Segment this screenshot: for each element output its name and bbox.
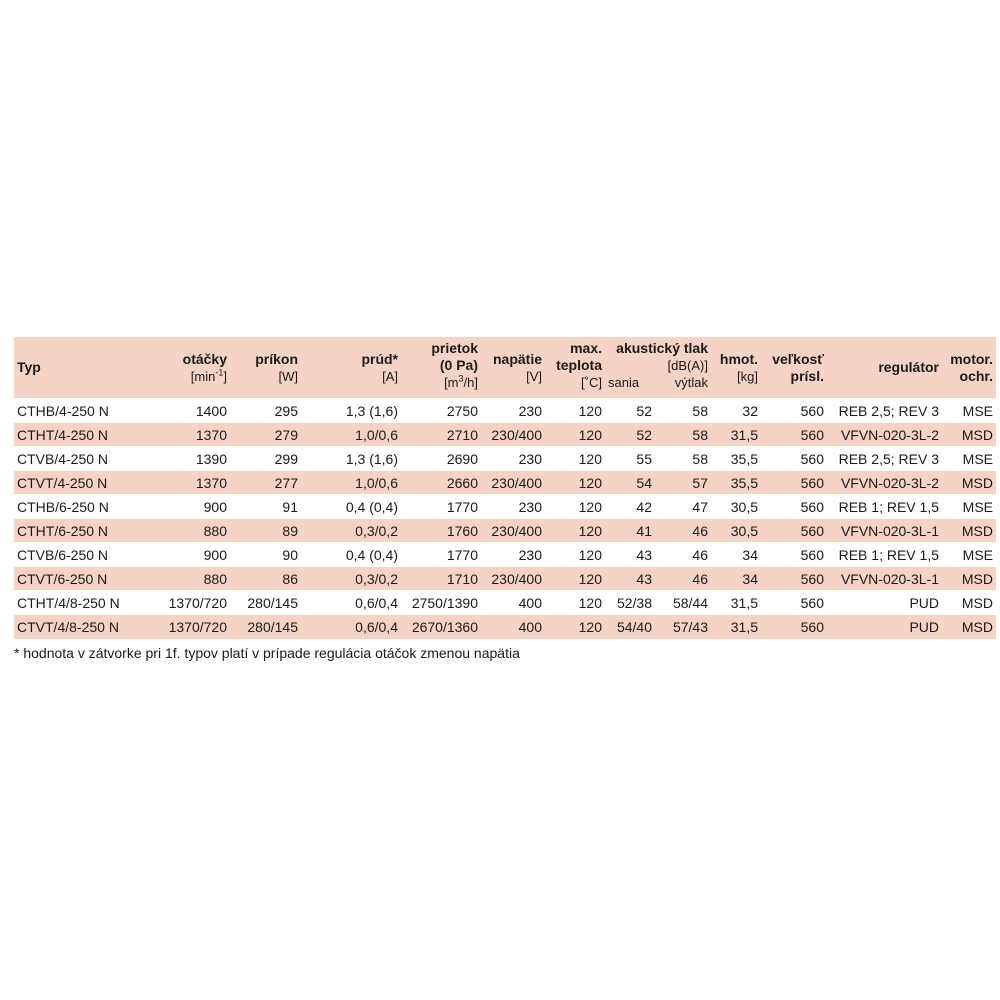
header-teplota: max. teplota [˚C]: [545, 337, 605, 399]
cell-prud: 0,6/0,4: [301, 615, 401, 639]
cell-prietok: 2710: [401, 423, 481, 447]
cell-prud: 1,0/0,6: [301, 471, 401, 495]
cell-sania: 52: [605, 423, 655, 447]
cell-typ: CTHT/4-250 N: [14, 423, 144, 447]
cell-prietok: 2690: [401, 447, 481, 471]
cell-prud: 1,3 (1,6): [301, 399, 401, 423]
spec-table-container: [14, 337, 993, 661]
cell-hmot: 34: [711, 567, 761, 591]
table-row: [14, 399, 996, 423]
cell-regulator: PUD: [827, 591, 942, 615]
cell-teplota: 120: [545, 423, 605, 447]
cell-typ: CTHT/4/8-250 N: [14, 591, 144, 615]
cell-sania: 43: [605, 543, 655, 567]
cell-teplota: 120: [545, 399, 605, 423]
cell-teplota: 120: [545, 543, 605, 567]
cell-prud: 0,4 (0,4): [301, 495, 401, 519]
cell-motor: MSD: [942, 471, 996, 495]
cell-sania: 52/38: [605, 591, 655, 615]
cell-hmot: 31,5: [711, 423, 761, 447]
header-prikon: príkon [W]: [230, 337, 301, 399]
header-akusticky-tlak: akustický tlak [dB(A)] sania výtlak: [605, 337, 711, 399]
cell-prietok: 1710: [401, 567, 481, 591]
cell-typ: CTVB/6-250 N: [14, 543, 144, 567]
table-body: [14, 399, 996, 639]
cell-velkost: 560: [761, 423, 827, 447]
cell-typ: CTHB/6-250 N: [14, 495, 144, 519]
cell-napatie: 230/400: [481, 567, 545, 591]
cell-velkost: 560: [761, 471, 827, 495]
cell-teplota: 120: [545, 519, 605, 543]
cell-otacky: 1370/720: [144, 591, 230, 615]
cell-otacky: 1370/720: [144, 615, 230, 639]
footnote: * hodnota v zátvorke pri 1f. typov platí v prípade regulácia otáčok zmenou napätia: [14, 644, 520, 661]
cell-vytlak: 58/44: [655, 591, 711, 615]
cell-otacky: 1370: [144, 423, 230, 447]
cell-prikon: 277: [230, 471, 301, 495]
cell-napatie: 230/400: [481, 423, 545, 447]
cell-napatie: 230/400: [481, 519, 545, 543]
cell-hmot: 35,5: [711, 447, 761, 471]
cell-vytlak: 57/43: [655, 615, 711, 639]
cell-regulator: VFVN-020-3L-2: [827, 423, 942, 447]
header-hmot: hmot. [kg]: [711, 337, 761, 399]
cell-velkost: 560: [761, 495, 827, 519]
cell-prietok: 1770: [401, 495, 481, 519]
cell-vytlak: 46: [655, 519, 711, 543]
cell-teplota: 120: [545, 567, 605, 591]
cell-napatie: 230: [481, 543, 545, 567]
cell-vytlak: 58: [655, 423, 711, 447]
cell-prud: 1,0/0,6: [301, 423, 401, 447]
cell-motor: MSE: [942, 399, 996, 423]
cell-prietok: 2750/1390: [401, 591, 481, 615]
cell-otacky: 900: [144, 543, 230, 567]
header-otacky: otáčky $[\min^{-1}]$: [144, 337, 230, 399]
cell-motor: MSD: [942, 423, 996, 447]
cell-napatie: 230/400: [481, 471, 545, 495]
cell-prikon: 280/145: [230, 615, 301, 639]
cell-typ: CTVT/6-250 N: [14, 567, 144, 591]
cell-prietok: 1770: [401, 543, 481, 567]
cell-hmot: 35,5: [711, 471, 761, 495]
cell-vytlak: 46: [655, 567, 711, 591]
cell-sania: 54: [605, 471, 655, 495]
cell-velkost: 560: [761, 543, 827, 567]
cell-prikon: 90: [230, 543, 301, 567]
cell-regulator: REB 1; REV 1,5: [827, 495, 942, 519]
cell-typ: CTVB/4-250 N: [14, 447, 144, 471]
header-row: [14, 337, 996, 399]
cell-motor: MSD: [942, 591, 996, 615]
cell-sania: 42: [605, 495, 655, 519]
header-typ: Typ: [14, 337, 144, 399]
table-row: [14, 567, 996, 591]
header-napatie: napätie [V]: [481, 337, 545, 399]
cell-prud: 0,3/0,2: [301, 567, 401, 591]
cell-otacky: 880: [144, 519, 230, 543]
cell-motor: MSD: [942, 567, 996, 591]
table-row: [14, 447, 996, 471]
cell-typ: CTHB/4-250 N: [14, 399, 144, 423]
table-row: [14, 471, 996, 495]
cell-prietok: 2660: [401, 471, 481, 495]
cell-velkost: 560: [761, 399, 827, 423]
cell-typ: CTHT/6-250 N: [14, 519, 144, 543]
cell-sania: 43: [605, 567, 655, 591]
cell-prikon: 89: [230, 519, 301, 543]
cell-sania: 52: [605, 399, 655, 423]
header-velkost: veľkosť prísl.: [761, 337, 827, 399]
cell-motor: MSE: [942, 447, 996, 471]
cell-prikon: 86: [230, 567, 301, 591]
cell-typ: CTVT/4-250 N: [14, 471, 144, 495]
cell-velkost: 560: [761, 447, 827, 471]
header-prud: prúd* [A]: [301, 337, 401, 399]
cell-otacky: 1400: [144, 399, 230, 423]
cell-napatie: 230: [481, 495, 545, 519]
cell-typ: CTVT/4/8-250 N: [14, 615, 144, 639]
cell-motor: MSD: [942, 519, 996, 543]
cell-prikon: 91: [230, 495, 301, 519]
cell-hmot: 30,5: [711, 495, 761, 519]
table-row: [14, 591, 996, 615]
cell-prikon: 279: [230, 423, 301, 447]
cell-hmot: 30,5: [711, 519, 761, 543]
cell-prud: 0,4 (0,4): [301, 543, 401, 567]
cell-otacky: 1370: [144, 471, 230, 495]
cell-teplota: 120: [545, 591, 605, 615]
cell-vytlak: 58: [655, 399, 711, 423]
cell-otacky: 900: [144, 495, 230, 519]
cell-sania: 54/40: [605, 615, 655, 639]
table-row: [14, 543, 996, 567]
header-regulator: regulátor: [827, 337, 942, 399]
cell-prud: 0,6/0,4: [301, 591, 401, 615]
cell-otacky: 880: [144, 567, 230, 591]
cell-prud: 1,3 (1,6): [301, 447, 401, 471]
cell-hmot: 32: [711, 399, 761, 423]
cell-prikon: 299: [230, 447, 301, 471]
table-row: [14, 423, 996, 447]
table-row: [14, 519, 996, 543]
cell-vytlak: 46: [655, 543, 711, 567]
cell-napatie: 230: [481, 447, 545, 471]
cell-prietok: 2750: [401, 399, 481, 423]
cell-sania: 55: [605, 447, 655, 471]
cell-motor: MSD: [942, 615, 996, 639]
cell-napatie: 400: [481, 615, 545, 639]
cell-hmot: 31,5: [711, 615, 761, 639]
cell-motor: MSE: [942, 495, 996, 519]
cell-napatie: 400: [481, 591, 545, 615]
cell-regulator: VFVN-020-3L-1: [827, 567, 942, 591]
cell-prud: 0,3/0,2: [301, 519, 401, 543]
header-vytlak: výtlak: [674, 375, 708, 390]
header-sania: sania: [608, 375, 640, 390]
cell-velkost: 560: [761, 615, 827, 639]
cell-regulator: VFVN-020-3L-2: [827, 471, 942, 495]
cell-velkost: 560: [761, 567, 827, 591]
cell-vytlak: 47: [655, 495, 711, 519]
cell-velkost: 560: [761, 519, 827, 543]
cell-regulator: PUD: [827, 615, 942, 639]
header-prietok: prietok (0 Pa) $[m^3/h]$: [401, 337, 481, 399]
cell-motor: MSE: [942, 543, 996, 567]
cell-velkost: 560: [761, 591, 827, 615]
header-motor: motor. ochr.: [942, 337, 996, 399]
cell-regulator: VFVN-020-3L-1: [827, 519, 942, 543]
cell-prikon: 295: [230, 399, 301, 423]
spec-table: [14, 337, 996, 639]
cell-otacky: 1390: [144, 447, 230, 471]
cell-vytlak: 58: [655, 447, 711, 471]
cell-sania: 41: [605, 519, 655, 543]
cell-teplota: 120: [545, 471, 605, 495]
cell-napatie: 230: [481, 399, 545, 423]
cell-vytlak: 57: [655, 471, 711, 495]
cell-teplota: 120: [545, 447, 605, 471]
table-row: [14, 495, 996, 519]
cell-prikon: 280/145: [230, 591, 301, 615]
cell-regulator: REB 1; REV 1,5: [827, 543, 942, 567]
table-row: [14, 615, 996, 639]
cell-regulator: REB 2,5; REV 3: [827, 447, 942, 471]
cell-hmot: 31,5: [711, 591, 761, 615]
cell-hmot: 34: [711, 543, 761, 567]
cell-prietok: 2670/1360: [401, 615, 481, 639]
cell-teplota: 120: [545, 495, 605, 519]
cell-regulator: REB 2,5; REV 3: [827, 399, 942, 423]
cell-teplota: 120: [545, 615, 605, 639]
cell-prietok: 1760: [401, 519, 481, 543]
